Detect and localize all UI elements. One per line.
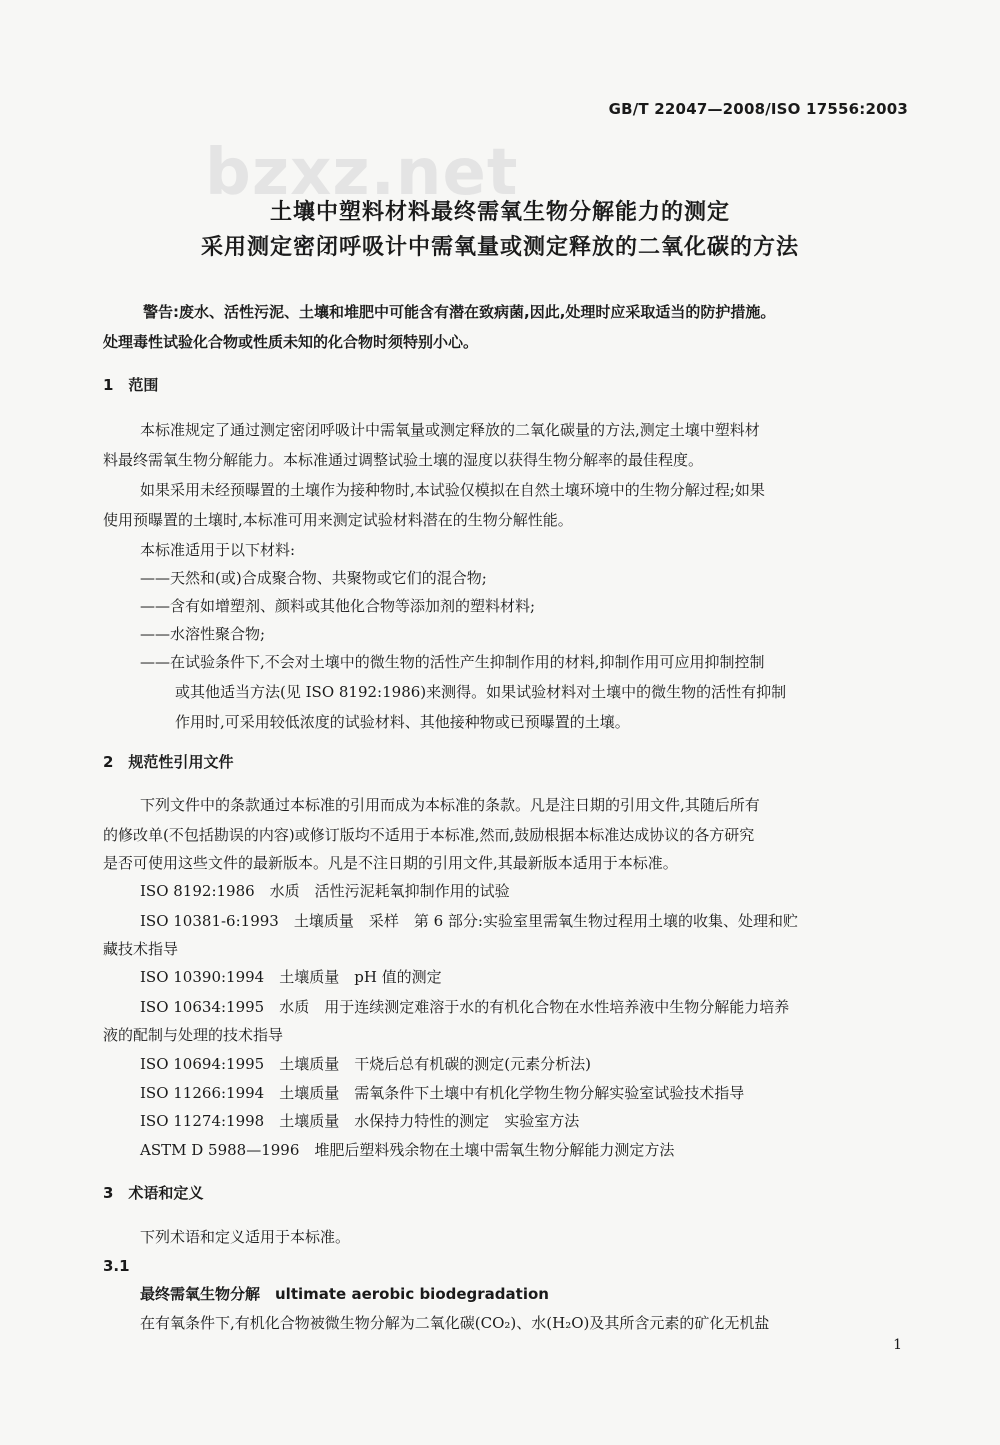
section-1-heading: 1 范围 <box>103 376 159 394</box>
subsection-number: 3.1 <box>103 1257 130 1275</box>
page-number: 1 <box>893 1337 902 1353</box>
section-1-paragraph: 使用预曝置的土壤时,本标准可用来测定试验材料潜在的生物分解性能。 <box>103 511 573 529</box>
warning-line-2: 处理毒性试验化合物或性质未知的化合物时须特别小心。 <box>103 333 479 351</box>
list-item: ——水溶性聚合物; <box>140 625 266 643</box>
list-item: ——在试验条件下,不会对土壤中的微生物的活性产生抑制作用的材料,抑制作用可应用抑制控制 <box>140 653 765 671</box>
reference-item: ISO 11266:1994 土壤质量 需氧条件下土壤中有机化学物生物分解实验室试验技术指导 <box>140 1084 745 1102</box>
section-3-heading: 3 术语和定义 <box>103 1184 204 1202</box>
title-line-2: 采用测定密闭呼吸计中需氧量或测定释放的二氧化碳的方法 <box>200 235 799 260</box>
reference-item: 藏技术指导 <box>103 940 179 958</box>
reference-item: 液的配制与处理的技术指导 <box>103 1026 284 1044</box>
reference-item: ISO 10634:1995 水质 用于连续测定难溶于水的有机化合物在水性培养液中生物分解能力培养 <box>140 998 790 1016</box>
reference-item: ISO 10694:1995 土壤质量 干烧后总有机碳的测定(元素分析法) <box>140 1055 591 1073</box>
reference-item: ISO 11274:1998 土壤质量 水保持力特性的测定 实验室方法 <box>140 1112 580 1130</box>
title-line-1: 土壤中塑料材料最终需氧生物分解能力的测定 <box>269 200 730 225</box>
term-heading: 最终需氧生物分解 ultimate aerobic biodegradation <box>140 1285 549 1303</box>
list-item: ——含有如增塑剂、颜料或其他化合物等添加剂的塑料材料; <box>140 597 536 615</box>
section-2-heading: 2 规范性引用文件 <box>103 753 234 771</box>
section-1-paragraph: 料最终需氧生物分解能力。本标准通过调整试验土壤的湿度以获得生物分解率的最佳程度。 <box>103 451 704 469</box>
term-definition: 在有氧条件下,有机化合物被微生物分解为二氧化碳(CO₂)、水(H₂O)及其所含元素的矿化无机盐 <box>140 1314 770 1332</box>
section-1-paragraph: 如果采用未经预曝置的土壤作为接种物时,本试验仅模拟在自然土壤环境中的生物分解过程;如果 <box>140 481 765 499</box>
section-2-paragraph: 的修改单(不包括勘误的内容)或修订版均不适用于本标准,然而,鼓励根据本标准达成协议的各方研究 <box>103 826 755 844</box>
reference-item: ASTM D 5988—1996 堆肥后塑料残余物在土壤中需氧生物分解能力测定方法 <box>140 1141 675 1159</box>
list-item: 作用时,可采用较低浓度的试验材料、其他接种物或已预曝置的土壤。 <box>175 713 630 731</box>
section-1-paragraph: 本标准规定了通过测定密闭呼吸计中需氧量或测定释放的二氧化碳量的方法,测定土壤中塑料材 <box>140 421 760 439</box>
section-2-paragraph: 下列文件中的条款通过本标准的引用而成为本标准的条款。凡是注日期的引用文件,其随后所有 <box>140 796 760 814</box>
list-item: ——天然和(或)合成聚合物、共聚物或它们的混合物; <box>140 569 487 587</box>
reference-item: ISO 10390:1994 土壤质量 pH 值的测定 <box>140 968 442 986</box>
section-1-paragraph: 本标准适用于以下材料: <box>140 541 296 559</box>
warning-line-1: 警告:废水、活性污泥、土壤和堆肥中可能含有潜在致病菌,因此,处理时应采取适当的防护措施。 <box>143 303 776 321</box>
watermark: bzxz.net <box>205 136 519 210</box>
reference-item: ISO 10381-6:1993 土壤质量 采样 第 6 部分:实验室里需氧生物过程用土壤的收集、处理和贮 <box>140 912 798 930</box>
standard-number: GB/T 22047—2008/ISO 17556:2003 <box>608 100 908 118</box>
list-item: 或其他适当方法(见 ISO 8192:1986)来测得。如果试验材料对土壤中的微生物的活性有抑制 <box>175 683 787 701</box>
section-2-paragraph: 是否可使用这些文件的最新版本。凡是不注日期的引用文件,其最新版本适用于本标准。 <box>103 854 678 872</box>
reference-item: ISO 8192:1986 水质 活性污泥耗氧抑制作用的试验 <box>140 882 510 900</box>
section-3-paragraph: 下列术语和定义适用于本标准。 <box>140 1228 351 1246</box>
